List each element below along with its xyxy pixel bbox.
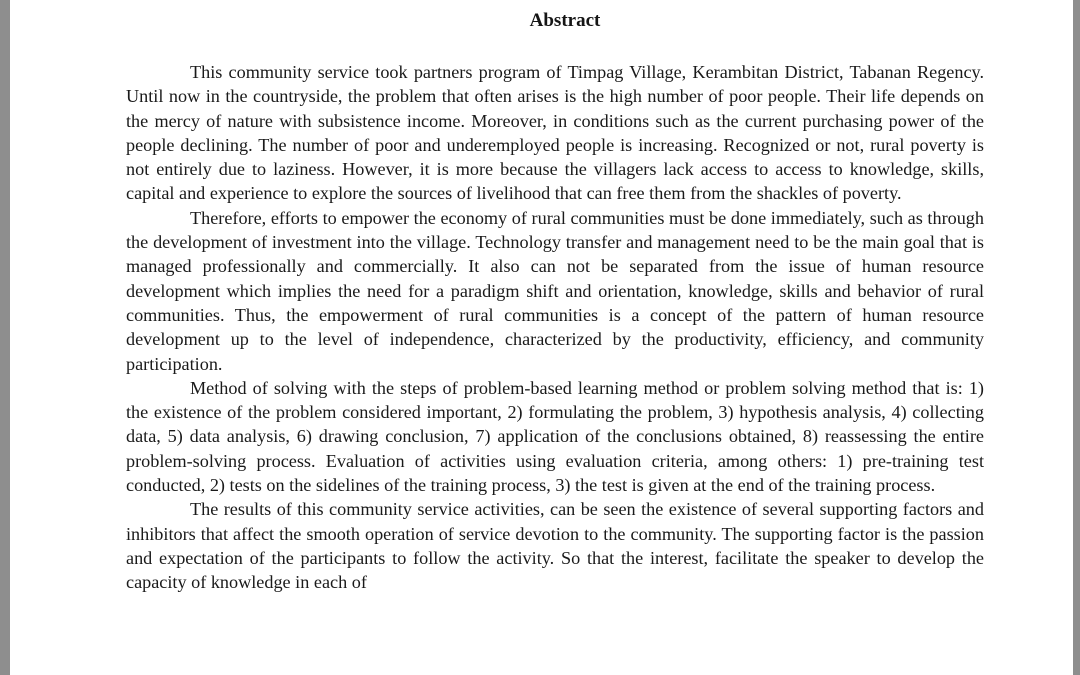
paragraph-3: Method of solving with the steps of problem-based learning method or problem solving method that is: 1) the existence of the problem considered important, 2) formulating the problem, 3) hypothesis analysis, 4) collecting data, 5) data analysis, 6) drawing conclusion, 7) application of the conclusions obtained, 8) reassessing the entire problem-solving process. Evaluation of activities using evaluation criteria, among others: 1) pre-training test conducted, 2) tests on the sidelines of the training process, 3) the test is given at the end of the training process.: [126, 377, 984, 496]
abstract-heading: Abstract: [529, 10, 601, 31]
viewer-left-border: [0, 0, 10, 675]
paragraph-1: This community service took partners program of Timpag Village, Kerambitan District, Tabanan Regency. Until now in the countryside, the problem that often arises is the high number of poor people. Their life depends on the mercy of nature with subsistence income. Moreover, in conditions such as the current purchasing power of the people declining. The number of poor and underemployed people is increasing. Recognized or not, rural poverty is not entirely due to laziness. However, it is more because the villagers lack access to access to knowledge, skills, capital and experience to explore the sources of livelihood that can free them from the shackles of poverty.: [126, 62, 984, 204]
paragraph-4: The results of this community service activities, can be seen the existence of several supporting factors and inhibitors that affect the smooth operation of service devotion to the community. The supporting factor is the passion and expectation of the participants to follow the activity. So that the interest, facilitate the speaker to develop the capacity of knowledge in each of: [126, 499, 984, 593]
abstract-body: [126, 60, 984, 595]
document-page: [10, 0, 1073, 675]
paragraph-2: Therefore, efforts to empower the economy of rural communities must be done immediately, such as through the development of investment into the village. Technology transfer and management need to be the main goal that is managed professionally and commercially. It also can not be separated from the issue of human resource development which implies the need for a paradigm shift and orientation, knowledge, skills and behavior of rural communities. Thus, the empowerment of rural communities is a concept of the pattern of human resource development up to the level of independence, characterized by the productivity, efficiency, and community participation.: [126, 207, 984, 374]
viewer-right-border: [1073, 0, 1080, 675]
